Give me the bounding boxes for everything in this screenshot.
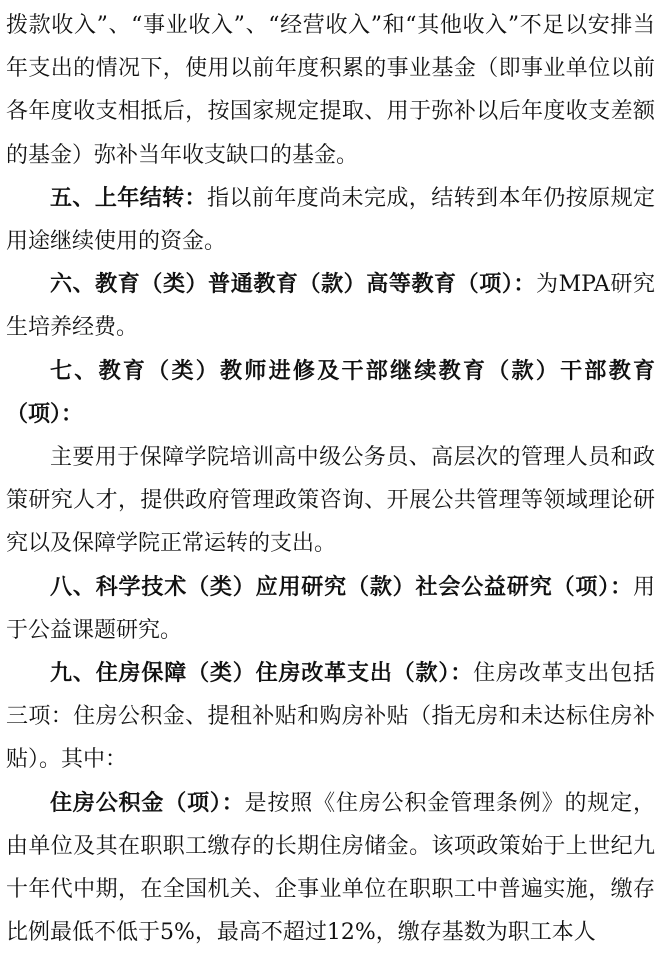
paragraph-item-5 [6,177,655,263]
paragraph-text: 主要用于保障学院培训高中级公务员、高层次的管理人员和政策研究人才，提供政府管理政策咨询、开展公共管理等领域理论研究以及保障学院正常运转的支出。 [6,445,655,557]
paragraph-fund-continuation [6,4,655,177]
paragraph-item-7-body [6,436,655,566]
paragraph-text: 是按照《住房公积金管理条例》的规定，由单位及其在职职工缴存的长期住房储金。该项政策始于上世纪九十年代中期，在全国机关、企事业单位在职职工中普遍实施，缴存比例最低不低于5%，最高不超过12%，缴存基数为职工本人 [6,790,655,946]
paragraph-item-6 [6,263,655,349]
paragraph-heading: 九、住房保障（类）住房改革支出（款）： [50,660,474,687]
paragraph-housing-fund [6,782,655,954]
paragraph-text: 住房改革支出包括三项：住房公积金、提租补贴和购房补贴（指无房和未达标住房补贴）。其中： [6,661,655,773]
paragraph-item-8 [6,566,655,652]
paragraph-heading: 八、科学技术（类）应用研究（款）社会公益研究（项）： [50,573,633,600]
paragraph-heading: 五、上年结转： [50,184,207,211]
paragraph-item-9 [6,652,655,782]
paragraph-text: 用于公益课题研究。 [6,574,655,643]
paragraph-text: 拨款收入”、“事业收入”、“经营收入”和“其他收入”不足以安排当年支出的情况下，使用以前年度积累的事业基金（即事业单位以前各年度收支相抵后，按国家规定提取、用于弥补以后年度收支差额的基金）弥补当年收支缺口的基金。 [6,13,655,168]
paragraph-text: 为MPA研究生培养经费。 [6,272,655,341]
paragraph-item-7 [6,350,655,436]
paragraph-heading: 六、教育（类）普通教育（款）高等教育（项）： [50,271,537,298]
paragraph-heading: 住房公积金（项）： [50,789,245,816]
paragraph-text: 指以前年度尚未完成，结转到本年仍按原规定用途继续使用的资金。 [6,185,655,255]
paragraph-heading: 七、教育（类）教师进修及干部继续教育（款）干部教育（项）： [6,357,655,427]
